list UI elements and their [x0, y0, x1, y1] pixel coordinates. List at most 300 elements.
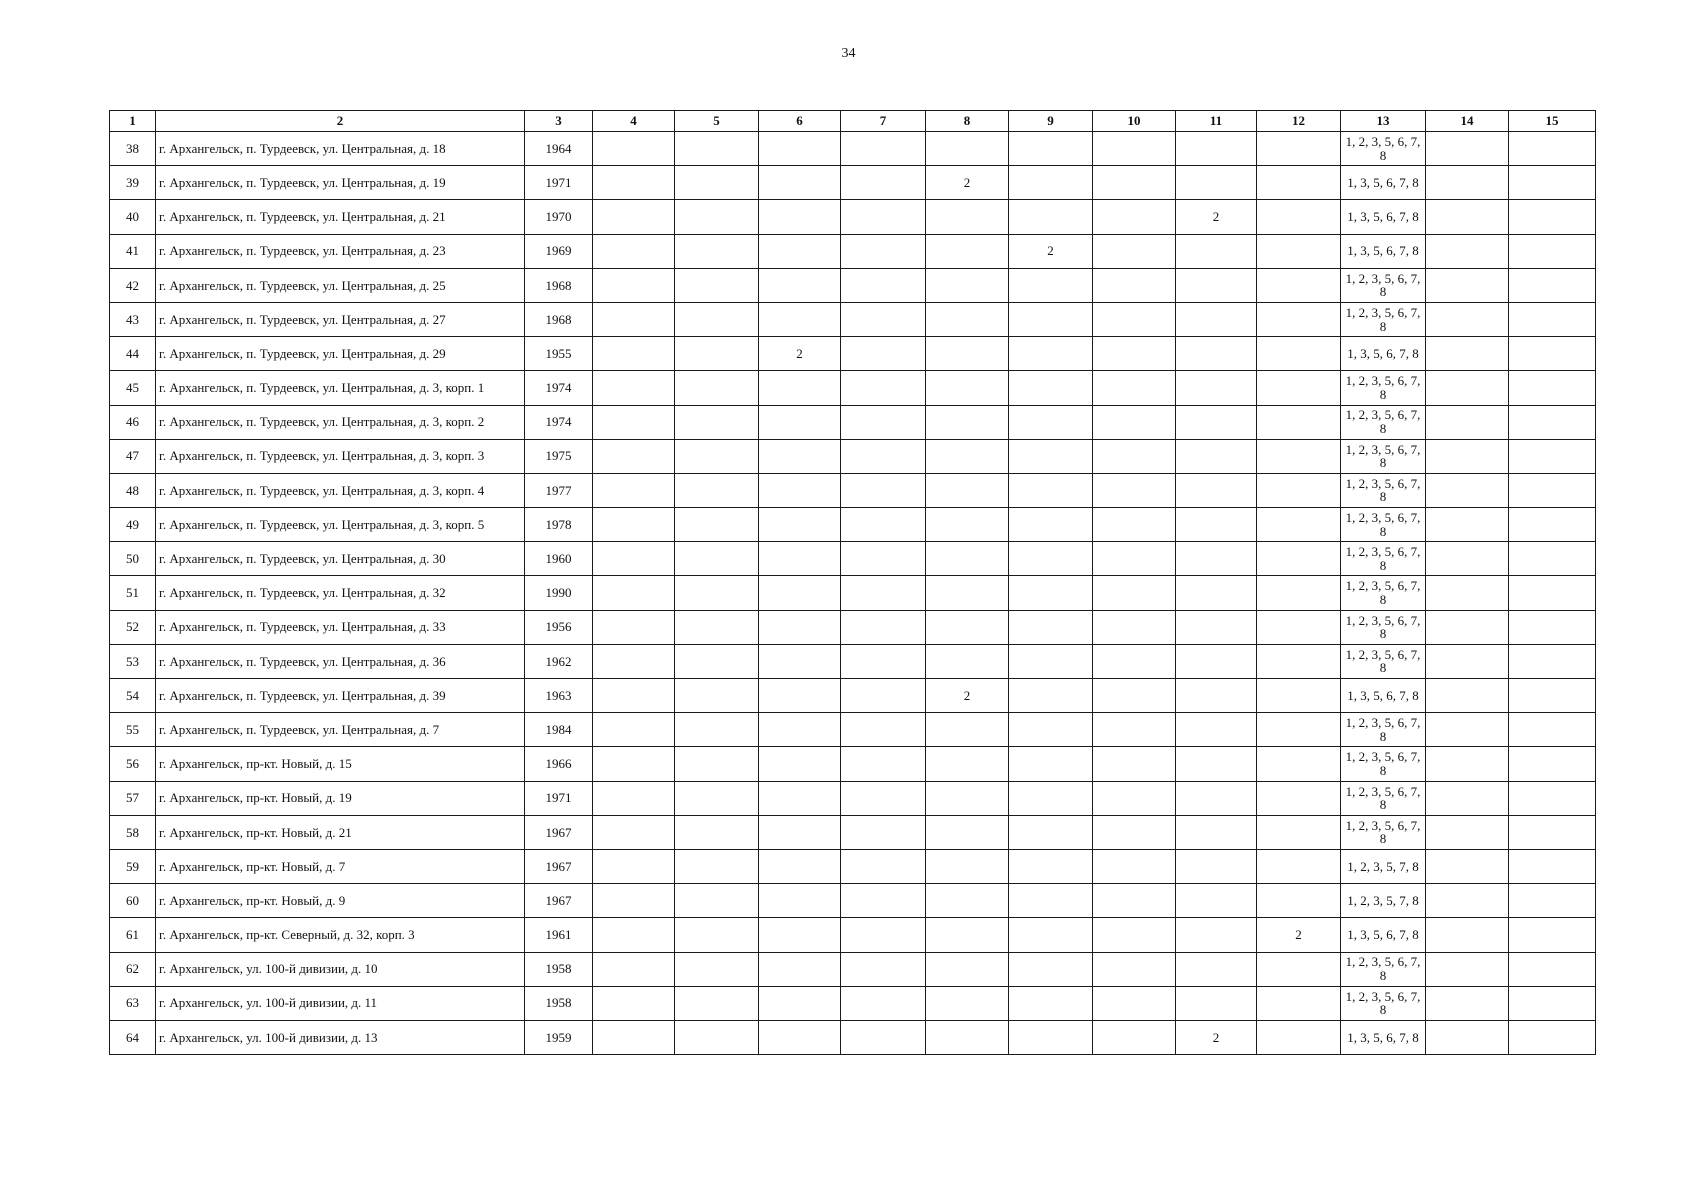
codes-cell: 1, 2, 3, 5, 6, 7, 8 — [1341, 986, 1426, 1020]
table-cell-col-4 — [593, 644, 675, 678]
page-number: 34 — [841, 46, 856, 61]
codes-cell: 1, 2, 3, 5, 7, 8 — [1341, 849, 1426, 883]
table-cell-col-12 — [1257, 200, 1341, 234]
table-cell-col-9 — [1009, 1020, 1093, 1054]
year-cell: 1984 — [525, 713, 593, 747]
address-cell: г. Архангельск, ул. 100-й дивизии, д. 13 — [156, 1020, 525, 1054]
table-cell-col-4 — [593, 542, 675, 576]
table-cell-col-7 — [841, 473, 926, 507]
table-cell-col-11: 2 — [1176, 1020, 1257, 1054]
table-cell-col-12 — [1257, 302, 1341, 336]
table-row — [110, 781, 1596, 815]
table-row — [110, 508, 1596, 542]
table-cell-col-12 — [1257, 234, 1341, 268]
table-cell-col-14 — [1426, 781, 1509, 815]
codes-cell: 1, 2, 3, 5, 6, 7, 8 — [1341, 952, 1426, 986]
table-cell-col-6 — [759, 679, 841, 713]
table-cell-col-8 — [926, 986, 1009, 1020]
table-cell-col-14 — [1426, 200, 1509, 234]
table-cell-col-14 — [1426, 132, 1509, 166]
table-cell-col-9 — [1009, 952, 1093, 986]
year-cell: 1978 — [525, 508, 593, 542]
codes-cell: 1, 2, 3, 5, 6, 7, 8 — [1341, 781, 1426, 815]
table-cell-col-8 — [926, 508, 1009, 542]
table-cell-col-15 — [1509, 132, 1596, 166]
table-cell-col-6 — [759, 576, 841, 610]
table-cell-col-4 — [593, 371, 675, 405]
codes-cell: 1, 2, 3, 5, 6, 7, 8 — [1341, 815, 1426, 849]
table-cell-col-12 — [1257, 610, 1341, 644]
table-cell-col-4 — [593, 1020, 675, 1054]
table-cell-col-10 — [1093, 473, 1176, 507]
table-cell-col-14 — [1426, 473, 1509, 507]
table-cell-col-14 — [1426, 166, 1509, 200]
table-cell-col-14 — [1426, 747, 1509, 781]
table-cell-col-12 — [1257, 542, 1341, 576]
table-cell-col-5 — [675, 508, 759, 542]
table-cell-col-12 — [1257, 371, 1341, 405]
table-cell-col-4 — [593, 815, 675, 849]
table-cell-col-9: 2 — [1009, 234, 1093, 268]
address-cell: г. Архангельск, пр-кт. Новый, д. 21 — [156, 815, 525, 849]
table-cell-col-6 — [759, 166, 841, 200]
table-row — [110, 952, 1596, 986]
table-row — [110, 644, 1596, 678]
address-cell: г. Архангельск, пр-кт. Новый, д. 19 — [156, 781, 525, 815]
table-cell-col-7 — [841, 371, 926, 405]
table-cell-col-4 — [593, 781, 675, 815]
table-cell-col-14 — [1426, 849, 1509, 883]
year-cell: 1971 — [525, 166, 593, 200]
table-cell-col-5 — [675, 986, 759, 1020]
table-cell-col-14 — [1426, 371, 1509, 405]
codes-cell: 1, 3, 5, 6, 7, 8 — [1341, 200, 1426, 234]
codes-cell: 1, 2, 3, 5, 6, 7, 8 — [1341, 302, 1426, 336]
address-cell: г. Архангельск, п. Турдеевск, ул. Центральная, д. 36 — [156, 644, 525, 678]
table-cell-col-11 — [1176, 644, 1257, 678]
address-cell: г. Архангельск, п. Турдеевск, ул. Центральная, д. 32 — [156, 576, 525, 610]
table-cell-col-8 — [926, 132, 1009, 166]
table-cell-col-10 — [1093, 439, 1176, 473]
address-cell: г. Архангельск, п. Турдеевск, ул. Центральная, д. 18 — [156, 132, 525, 166]
table-cell-col-10 — [1093, 815, 1176, 849]
table-cell-col-15 — [1509, 200, 1596, 234]
column-header-12: 12 — [1257, 111, 1341, 132]
table-cell-col-5 — [675, 302, 759, 336]
data-table-container — [109, 110, 1596, 1055]
table-cell-col-8: 2 — [926, 166, 1009, 200]
address-cell: г. Архангельск, п. Турдеевск, ул. Центральная, д. 30 — [156, 542, 525, 576]
table-cell-col-4 — [593, 439, 675, 473]
address-cell: г. Архангельск, п. Турдеевск, ул. Центральная, д. 21 — [156, 200, 525, 234]
table-cell-col-14 — [1426, 815, 1509, 849]
codes-cell: 1, 3, 5, 6, 7, 8 — [1341, 679, 1426, 713]
row-number-cell: 40 — [110, 200, 156, 234]
table-cell-col-14 — [1426, 952, 1509, 986]
table-cell-col-5 — [675, 849, 759, 883]
table-cell-col-15 — [1509, 302, 1596, 336]
table-cell-col-6 — [759, 302, 841, 336]
table-cell-col-9 — [1009, 200, 1093, 234]
table-cell-col-11 — [1176, 952, 1257, 986]
table-cell-col-10 — [1093, 132, 1176, 166]
table-cell-col-7 — [841, 986, 926, 1020]
column-header-7: 7 — [841, 111, 926, 132]
table-cell-col-7 — [841, 542, 926, 576]
table-cell-col-12 — [1257, 576, 1341, 610]
table-cell-col-12 — [1257, 781, 1341, 815]
table-cell-col-4 — [593, 952, 675, 986]
table-cell-col-14 — [1426, 918, 1509, 952]
table-cell-col-8 — [926, 439, 1009, 473]
table-cell-col-10 — [1093, 610, 1176, 644]
table-row — [110, 405, 1596, 439]
table-cell-col-8 — [926, 473, 1009, 507]
row-number-cell: 52 — [110, 610, 156, 644]
table-cell-col-15 — [1509, 610, 1596, 644]
table-cell-col-12 — [1257, 747, 1341, 781]
table-cell-col-7 — [841, 337, 926, 371]
table-cell-col-14 — [1426, 576, 1509, 610]
table-row — [110, 268, 1596, 302]
table-cell-col-6 — [759, 508, 841, 542]
table-cell-col-14 — [1426, 644, 1509, 678]
table-cell-col-9 — [1009, 576, 1093, 610]
table-cell-col-5 — [675, 781, 759, 815]
table-cell-col-10 — [1093, 542, 1176, 576]
year-cell: 1967 — [525, 849, 593, 883]
table-cell-col-15 — [1509, 1020, 1596, 1054]
table-cell-col-6 — [759, 918, 841, 952]
year-cell: 1990 — [525, 576, 593, 610]
table-cell-col-9 — [1009, 508, 1093, 542]
year-cell: 1955 — [525, 337, 593, 371]
table-cell-col-11 — [1176, 371, 1257, 405]
table-cell-col-12 — [1257, 166, 1341, 200]
table-cell-col-8 — [926, 610, 1009, 644]
row-number-cell: 38 — [110, 132, 156, 166]
column-header-1: 1 — [110, 111, 156, 132]
year-cell: 1964 — [525, 132, 593, 166]
table-cell-col-15 — [1509, 986, 1596, 1020]
year-cell: 1977 — [525, 473, 593, 507]
table-cell-col-12 — [1257, 952, 1341, 986]
table-row — [110, 918, 1596, 952]
table-cell-col-4 — [593, 268, 675, 302]
address-cell: г. Архангельск, ул. 100-й дивизии, д. 11 — [156, 986, 525, 1020]
table-cell-col-6 — [759, 132, 841, 166]
table-cell-col-4 — [593, 849, 675, 883]
row-number-cell: 51 — [110, 576, 156, 610]
table-row — [110, 986, 1596, 1020]
table-row — [110, 884, 1596, 918]
codes-cell: 1, 3, 5, 6, 7, 8 — [1341, 918, 1426, 952]
table-cell-col-11 — [1176, 679, 1257, 713]
column-header-5: 5 — [675, 111, 759, 132]
table-cell-col-8 — [926, 815, 1009, 849]
table-cell-col-12 — [1257, 849, 1341, 883]
table-cell-col-7 — [841, 679, 926, 713]
table-cell-col-14 — [1426, 713, 1509, 747]
codes-cell: 1, 2, 3, 5, 6, 7, 8 — [1341, 542, 1426, 576]
table-cell-col-4 — [593, 405, 675, 439]
table-cell-col-15 — [1509, 849, 1596, 883]
address-cell: г. Архангельск, п. Турдеевск, ул. Центральная, д. 25 — [156, 268, 525, 302]
table-cell-col-12 — [1257, 679, 1341, 713]
table-cell-col-6 — [759, 268, 841, 302]
codes-cell: 1, 2, 3, 5, 6, 7, 8 — [1341, 508, 1426, 542]
table-cell-col-8: 2 — [926, 679, 1009, 713]
table-cell-col-7 — [841, 713, 926, 747]
year-cell: 1958 — [525, 952, 593, 986]
address-cell: г. Архангельск, п. Турдеевск, ул. Центральная, д. 3, корп. 5 — [156, 508, 525, 542]
table-cell-col-9 — [1009, 439, 1093, 473]
year-cell: 1969 — [525, 234, 593, 268]
table-cell-col-9 — [1009, 986, 1093, 1020]
table-cell-col-12 — [1257, 508, 1341, 542]
table-cell-col-10 — [1093, 508, 1176, 542]
table-cell-col-4 — [593, 508, 675, 542]
table-cell-col-9 — [1009, 713, 1093, 747]
row-number-cell: 39 — [110, 166, 156, 200]
column-header-13: 13 — [1341, 111, 1426, 132]
row-number-cell: 61 — [110, 918, 156, 952]
year-cell: 1958 — [525, 986, 593, 1020]
address-cell: г. Архангельск, п. Турдеевск, ул. Центральная, д. 3, корп. 3 — [156, 439, 525, 473]
row-number-cell: 60 — [110, 884, 156, 918]
column-header-11: 11 — [1176, 111, 1257, 132]
table-cell-col-9 — [1009, 473, 1093, 507]
table-cell-col-9 — [1009, 542, 1093, 576]
table-cell-col-4 — [593, 576, 675, 610]
table-row — [110, 132, 1596, 166]
table-cell-col-6 — [759, 234, 841, 268]
table-cell-col-6 — [759, 542, 841, 576]
row-number-cell: 64 — [110, 1020, 156, 1054]
table-row — [110, 302, 1596, 336]
table-cell-col-12: 2 — [1257, 918, 1341, 952]
table-cell-col-7 — [841, 884, 926, 918]
table-cell-col-8 — [926, 1020, 1009, 1054]
row-number-cell: 58 — [110, 815, 156, 849]
address-cell: г. Архангельск, п. Турдеевск, ул. Центральная, д. 23 — [156, 234, 525, 268]
table-cell-col-8 — [926, 234, 1009, 268]
row-number-cell: 44 — [110, 337, 156, 371]
table-row — [110, 713, 1596, 747]
table-cell-col-4 — [593, 234, 675, 268]
table-cell-col-15 — [1509, 952, 1596, 986]
table-cell-col-7 — [841, 234, 926, 268]
table-cell-col-4 — [593, 302, 675, 336]
table-cell-col-11 — [1176, 713, 1257, 747]
table-cell-col-11 — [1176, 781, 1257, 815]
table-cell-col-8 — [926, 918, 1009, 952]
table-cell-col-15 — [1509, 644, 1596, 678]
year-cell: 1968 — [525, 302, 593, 336]
year-cell: 1962 — [525, 644, 593, 678]
codes-cell: 1, 2, 3, 5, 6, 7, 8 — [1341, 439, 1426, 473]
table-cell-col-11 — [1176, 576, 1257, 610]
table-cell-col-6 — [759, 644, 841, 678]
table-cell-col-9 — [1009, 166, 1093, 200]
table-cell-col-14 — [1426, 405, 1509, 439]
year-cell: 1974 — [525, 405, 593, 439]
table-cell-col-7 — [841, 405, 926, 439]
table-cell-col-11: 2 — [1176, 200, 1257, 234]
table-cell-col-4 — [593, 747, 675, 781]
table-cell-col-10 — [1093, 644, 1176, 678]
table-cell-col-14 — [1426, 268, 1509, 302]
table-cell-col-10 — [1093, 918, 1176, 952]
table-cell-col-6 — [759, 713, 841, 747]
table-cell-col-5 — [675, 405, 759, 439]
table-header — [110, 111, 1596, 132]
table-cell-col-5 — [675, 815, 759, 849]
table-cell-col-5 — [675, 439, 759, 473]
codes-cell: 1, 2, 3, 5, 6, 7, 8 — [1341, 713, 1426, 747]
table-cell-col-6 — [759, 610, 841, 644]
table-cell-col-14 — [1426, 610, 1509, 644]
table-cell-col-6 — [759, 849, 841, 883]
table-row — [110, 371, 1596, 405]
row-number-cell: 46 — [110, 405, 156, 439]
table-cell-col-5 — [675, 337, 759, 371]
table-cell-col-12 — [1257, 644, 1341, 678]
table-cell-col-4 — [593, 610, 675, 644]
table-cell-col-15 — [1509, 679, 1596, 713]
column-header-14: 14 — [1426, 111, 1509, 132]
table-row — [110, 679, 1596, 713]
row-number-cell: 55 — [110, 713, 156, 747]
row-number-cell: 56 — [110, 747, 156, 781]
table-cell-col-11 — [1176, 405, 1257, 439]
table-cell-col-4 — [593, 166, 675, 200]
table-row — [110, 473, 1596, 507]
table-row — [110, 542, 1596, 576]
table-cell-col-5 — [675, 610, 759, 644]
table-cell-col-5 — [675, 679, 759, 713]
table-cell-col-7 — [841, 610, 926, 644]
table-cell-col-14 — [1426, 1020, 1509, 1054]
table-cell-col-14 — [1426, 508, 1509, 542]
table-cell-col-10 — [1093, 371, 1176, 405]
table-cell-col-11 — [1176, 747, 1257, 781]
table-cell-col-10 — [1093, 952, 1176, 986]
table-row — [110, 234, 1596, 268]
table-cell-col-4 — [593, 679, 675, 713]
table-cell-col-15 — [1509, 781, 1596, 815]
codes-cell: 1, 2, 3, 5, 6, 7, 8 — [1341, 132, 1426, 166]
codes-cell: 1, 2, 3, 5, 6, 7, 8 — [1341, 268, 1426, 302]
table-cell-col-14 — [1426, 302, 1509, 336]
year-cell: 1968 — [525, 268, 593, 302]
table-cell-col-9 — [1009, 610, 1093, 644]
table-cell-col-9 — [1009, 132, 1093, 166]
table-cell-col-8 — [926, 302, 1009, 336]
table-cell-col-5 — [675, 542, 759, 576]
table-row — [110, 1020, 1596, 1054]
table-cell-col-11 — [1176, 337, 1257, 371]
table-cell-col-10 — [1093, 302, 1176, 336]
table-cell-col-12 — [1257, 439, 1341, 473]
table-cell-col-8 — [926, 200, 1009, 234]
year-cell: 1967 — [525, 815, 593, 849]
codes-cell: 1, 2, 3, 5, 6, 7, 8 — [1341, 644, 1426, 678]
table-cell-col-10 — [1093, 713, 1176, 747]
table-cell-col-9 — [1009, 781, 1093, 815]
table-cell-col-11 — [1176, 234, 1257, 268]
table-cell-col-8 — [926, 405, 1009, 439]
table-cell-col-5 — [675, 747, 759, 781]
codes-cell: 1, 3, 5, 6, 7, 8 — [1341, 1020, 1426, 1054]
table-cell-col-5 — [675, 1020, 759, 1054]
address-cell: г. Архангельск, п. Турдеевск, ул. Центральная, д. 29 — [156, 337, 525, 371]
table-cell-col-9 — [1009, 918, 1093, 952]
table-cell-col-8 — [926, 576, 1009, 610]
codes-cell: 1, 2, 3, 5, 6, 7, 8 — [1341, 405, 1426, 439]
table-cell-col-7 — [841, 747, 926, 781]
column-header-6: 6 — [759, 111, 841, 132]
table-cell-col-8 — [926, 952, 1009, 986]
table-cell-col-9 — [1009, 679, 1093, 713]
table-cell-col-15 — [1509, 405, 1596, 439]
table-cell-col-5 — [675, 713, 759, 747]
table-cell-col-10 — [1093, 576, 1176, 610]
year-cell: 1959 — [525, 1020, 593, 1054]
codes-cell: 1, 2, 3, 5, 6, 7, 8 — [1341, 473, 1426, 507]
data-table — [109, 110, 1596, 1055]
table-cell-col-10 — [1093, 200, 1176, 234]
address-cell: г. Архангельск, п. Турдеевск, ул. Центральная, д. 7 — [156, 713, 525, 747]
table-cell-col-10 — [1093, 268, 1176, 302]
table-cell-col-12 — [1257, 132, 1341, 166]
table-cell-col-11 — [1176, 815, 1257, 849]
codes-cell: 1, 3, 5, 6, 7, 8 — [1341, 166, 1426, 200]
table-cell-col-14 — [1426, 986, 1509, 1020]
table-cell-col-15 — [1509, 234, 1596, 268]
column-header-10: 10 — [1093, 111, 1176, 132]
table-cell-col-7 — [841, 952, 926, 986]
table-cell-col-7 — [841, 918, 926, 952]
table-cell-col-5 — [675, 132, 759, 166]
table-cell-col-5 — [675, 884, 759, 918]
table-cell-col-8 — [926, 713, 1009, 747]
table-cell-col-12 — [1257, 815, 1341, 849]
table-cell-col-6 — [759, 405, 841, 439]
table-cell-col-6 — [759, 473, 841, 507]
table-cell-col-15 — [1509, 542, 1596, 576]
table-cell-col-15 — [1509, 371, 1596, 405]
table-cell-col-15 — [1509, 884, 1596, 918]
table-cell-col-12 — [1257, 713, 1341, 747]
table-row — [110, 576, 1596, 610]
table-cell-col-5 — [675, 952, 759, 986]
table-cell-col-4 — [593, 200, 675, 234]
year-cell: 1966 — [525, 747, 593, 781]
table-cell-col-9 — [1009, 337, 1093, 371]
year-cell: 1970 — [525, 200, 593, 234]
table-cell-col-10 — [1093, 986, 1176, 1020]
year-cell: 1967 — [525, 884, 593, 918]
table-cell-col-9 — [1009, 815, 1093, 849]
table-cell-col-10 — [1093, 781, 1176, 815]
table-cell-col-9 — [1009, 884, 1093, 918]
table-cell-col-10 — [1093, 405, 1176, 439]
table-body — [110, 132, 1596, 1055]
table-cell-col-8 — [926, 849, 1009, 883]
table-cell-col-10 — [1093, 1020, 1176, 1054]
table-cell-col-5 — [675, 200, 759, 234]
